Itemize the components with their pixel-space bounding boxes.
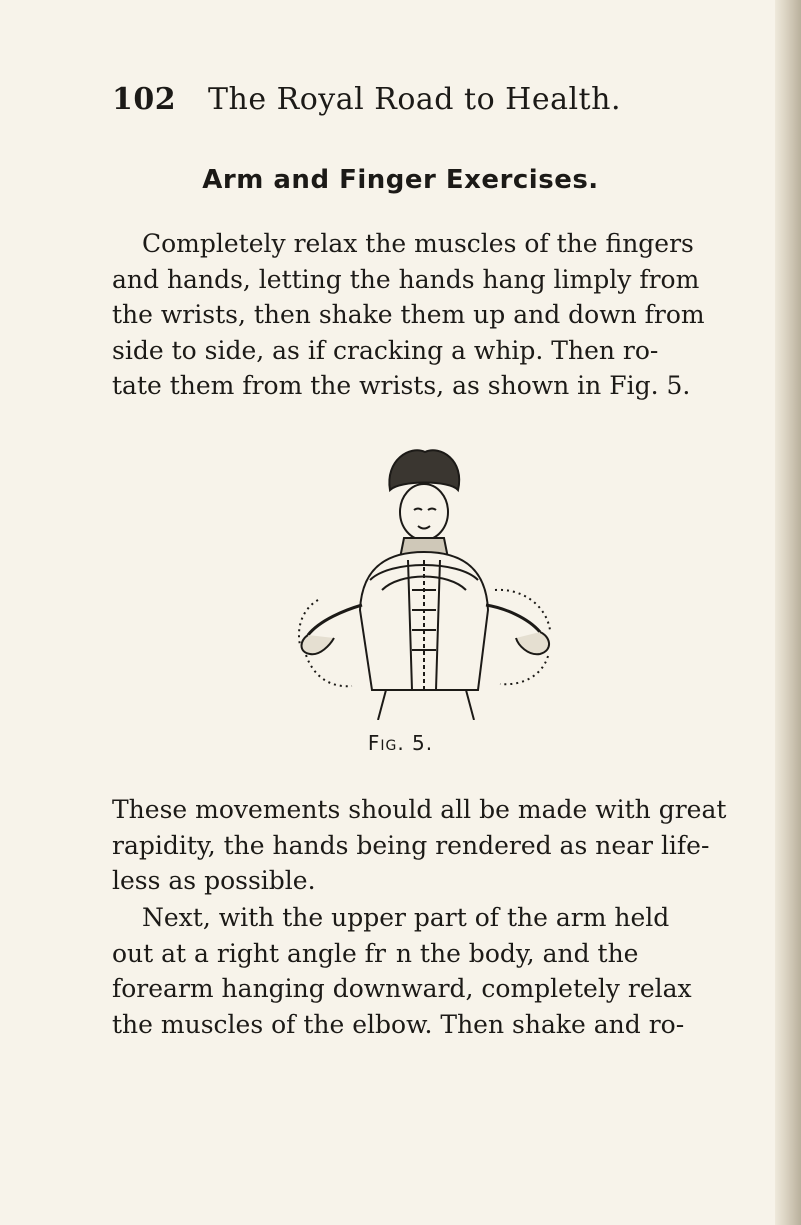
text-line: side to side, as if cracking a whip. Then ro- <box>112 335 659 365</box>
right-arm-shape <box>486 605 540 632</box>
running-head <box>112 82 752 117</box>
text-line: less as possible. <box>112 866 316 895</box>
text-line: Next, with the upper part of the arm held <box>142 903 670 932</box>
left-arm-shape <box>308 605 362 635</box>
text-line: out at a right angle fr n the body, and the <box>112 938 639 968</box>
text-line: These movements should all be made with great <box>112 795 727 824</box>
text-line: forearm hanging downward, completely relax <box>112 974 692 1003</box>
text-line: and hands, letting the hands hang limply from <box>112 264 700 294</box>
paragraph-2 <box>112 792 757 899</box>
text-line: rapidity, the hands being rendered as near life- <box>112 830 710 860</box>
text-line: Completely relax the muscles of the fingers <box>142 229 694 258</box>
text-line: tate them from the wrists, as shown in Fig. 5. <box>112 371 691 400</box>
section-title: Arm and Finger Exercises. <box>202 165 599 195</box>
figure-caption: Fig. 5. <box>367 731 434 755</box>
page-number: 102 <box>112 82 177 117</box>
running-title: The Royal Road to Health. <box>208 82 621 117</box>
face-shape <box>400 484 448 540</box>
paragraph-3 <box>112 900 757 1042</box>
text-line: the muscles of the elbow. Then shake and ro- <box>112 1009 685 1039</box>
text-line: the wrists, then shake them up and down from <box>112 300 705 329</box>
figure-illustration <box>290 440 560 720</box>
paragraph-1 <box>112 226 757 404</box>
